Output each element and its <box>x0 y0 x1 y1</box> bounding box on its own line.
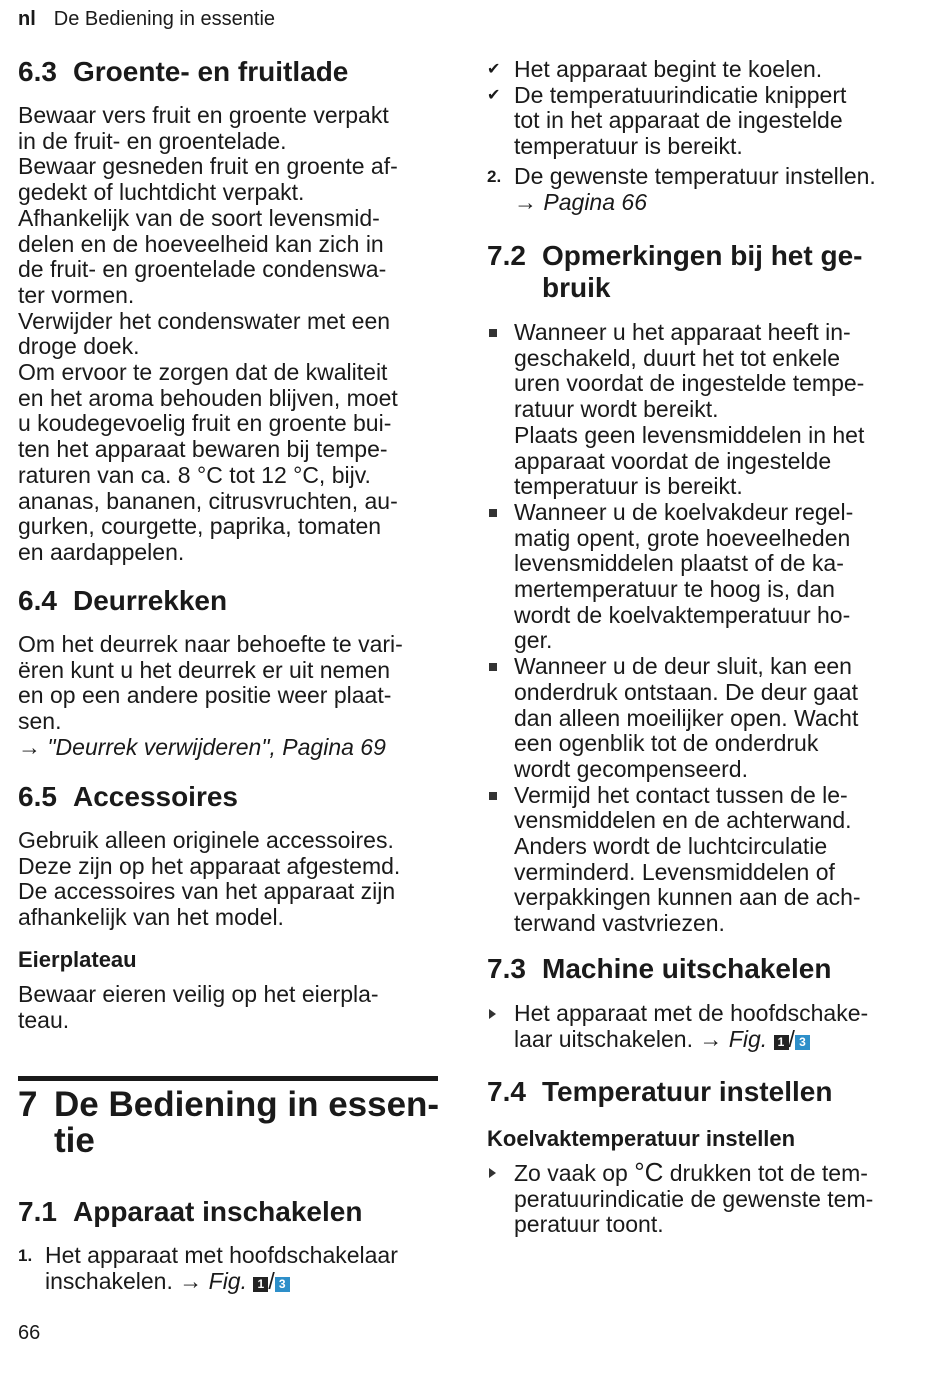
text-line: Bewaar eieren veilig op het eierpla- <box>18 981 379 1007</box>
text-line: verpakkingen kunnen aan de ach- <box>514 884 861 911</box>
text-line: peratuurindicatie de gewenste tem- <box>514 1185 874 1212</box>
text-line: sen. <box>18 708 62 735</box>
text-line: apparaat voordat de ingestelde <box>514 447 832 474</box>
text-line: en op een andere positie weer plaat- <box>18 682 392 709</box>
eierplateau-body <box>18 982 443 1033</box>
text-line: mertemperatuur te hoog is, dan <box>514 576 835 603</box>
step-2 <box>487 164 917 215</box>
text-line: en het aroma behouden blijven, moet <box>18 384 398 411</box>
figure-link[interactable]: Fig. <box>728 1025 768 1052</box>
list-item <box>487 654 917 783</box>
figure-link[interactable]: Fig. <box>208 1267 247 1294</box>
text-line: ananas, bananen, citrusvruchten, au- <box>18 487 398 514</box>
section-6-5-body <box>18 828 443 931</box>
figure-3-badge: 3 <box>275 1277 290 1292</box>
text-line: Het apparaat met hoofdschakelaar <box>45 1242 398 1268</box>
text-line: matig opent, grote hoeveelheden <box>514 524 851 551</box>
text-line: wordt gecompenseerd. <box>514 755 748 782</box>
text-line: u koudegevoelig fruit en groente bui- <box>18 410 392 437</box>
figure-1-badge: 1 <box>774 1035 789 1050</box>
text-line: ten het apparaat bewaren bij tempe- <box>18 436 388 463</box>
section-7-4-body <box>487 1157 917 1238</box>
text-line: Bewaar gesneden fruit en groente af- <box>18 153 398 180</box>
text-line: Afhankelijk van de soort levensmid- <box>18 204 380 231</box>
text-line: Verwijder het condenswater met een <box>18 307 391 334</box>
text-line: uren voordat de ingestelde tempe- <box>514 370 865 397</box>
language-code: nl <box>18 8 36 30</box>
text-line: Wanneer u de deur sluit, kan een <box>514 653 852 680</box>
step-1-results <box>487 57 917 160</box>
text-line: laar uitschakelen. → Fig. 1 / 3 <box>514 1027 917 1053</box>
check-icon: ✔ <box>487 86 501 104</box>
text-line: Om het deurrek naar behoefte te vari- <box>18 631 403 657</box>
text-line: droge doek. <box>18 333 140 360</box>
text-line: peratuur toont. <box>514 1211 664 1238</box>
text-line: een ogenblik tot de onderdruk <box>514 730 819 757</box>
text-line: geschakeld, duurt het tot enkele <box>514 344 841 371</box>
text-line: De temperatuurindicatie knippert <box>514 81 847 108</box>
figure-3-badge: 3 <box>795 1035 810 1050</box>
text-line: Plaats geen levensmiddelen in het <box>514 421 865 448</box>
list-item <box>487 320 917 500</box>
text-line: Zo vaak op °C drukken tot de tem- <box>514 1157 868 1187</box>
list-item <box>487 783 917 937</box>
text-line: vensmiddelen en de achterwand. <box>514 807 852 834</box>
text-line: tot in het apparaat de ingestelde <box>514 107 843 134</box>
section-6-3-body <box>18 103 443 566</box>
text-line: verminderd. Levensmiddelen of <box>514 858 835 885</box>
text-line: temperatuur is bereikt. <box>514 473 743 500</box>
celsius-button-symbol: °C <box>634 1157 664 1187</box>
text-line: Deze zijn op het apparaat afgestemd. <box>18 852 401 879</box>
text-line: Wanneer u de koelvakdeur regel- <box>514 498 854 525</box>
bullet-icon <box>489 792 497 800</box>
text-line: Wanneer u het apparaat heeft in- <box>514 319 851 345</box>
text-line: ter vormen. <box>18 281 135 308</box>
text-line: levensmiddelen plaatst of de ka- <box>514 550 844 577</box>
page-number: 66 <box>18 1322 41 1344</box>
section-7-3-heading: 7.3 Machine uitschakelen <box>487 953 832 984</box>
text-line: De accessoires van het apparaat zijn <box>18 878 396 905</box>
bullet-icon <box>489 329 497 337</box>
koelvak-subheading: Koelvaktemperatuur instellen <box>487 1126 796 1151</box>
text-line: ëren kunt u het deurrek er uit nemen <box>18 656 391 683</box>
text-line: onderdruk ontstaan. De deur gaat <box>514 678 858 705</box>
text-line: gedekt of luchtdicht verpakt. <box>18 179 305 206</box>
text-line: Vermijd het contact tussen de le- <box>514 781 848 808</box>
list-item <box>487 500 917 654</box>
text-line: afhankelijk van het model. <box>18 904 284 931</box>
text-line: ger. <box>514 627 553 654</box>
text-line: Gebruik alleen originele accessoires. <box>18 827 394 853</box>
step-number: 1. <box>18 1246 33 1265</box>
action-arrow-icon <box>489 1009 496 1019</box>
text-line: teau. <box>18 1006 70 1033</box>
bullet-icon <box>489 509 497 517</box>
chapter-rule <box>18 1076 438 1081</box>
action-arrow-icon <box>489 1168 496 1178</box>
text-line: inschakelen. → Fig. 1 / 3 <box>45 1269 443 1295</box>
section-6-4-body <box>18 632 443 761</box>
text-line: De gewenste temperatuur instellen. <box>514 163 876 189</box>
text-line: Het apparaat met de hoofdschake- <box>514 1000 869 1026</box>
text-line: Om ervoor te zorgen dat de kwaliteit <box>18 359 388 386</box>
text-line: terwand vastvriezen. <box>514 910 725 937</box>
section-7-2-heading: 7.2 Opmerkingen bij het ge- bruik <box>487 240 863 303</box>
running-header <box>18 8 275 31</box>
bullet-icon <box>489 663 497 671</box>
text-line: Anders wordt de luchtcirculatie <box>514 833 828 860</box>
text-line: temperatuur is bereikt. <box>514 133 743 160</box>
text-line: in de fruit- en groentelade. <box>18 127 287 154</box>
section-7-3-body <box>487 1001 917 1052</box>
step-1 <box>18 1243 443 1294</box>
section-6-3-heading: 6.3 Groente- en fruitlade <box>18 56 349 87</box>
eierplateau-subheading: Eierplateau <box>18 947 137 972</box>
text-line: delen en de hoeveelheid kan zich in <box>18 230 384 257</box>
text-line: dan alleen moeilijker open. Wacht <box>514 704 859 731</box>
section-6-4-heading: 6.4 Deurrekken <box>18 585 228 616</box>
text-line: gurken, courgette, paprika, tomaten <box>18 513 382 540</box>
text-line: de fruit- en groentelade condenswa- <box>18 256 387 283</box>
header-title: De Bediening in essentie <box>53 8 276 30</box>
text-line: wordt de koelvaktemperatuur ho- <box>514 601 851 628</box>
chapter-7-heading: 7 De Bediening in essen- tie <box>18 1085 440 1160</box>
section-7-2-list <box>487 320 917 937</box>
cross-reference-link[interactable]: → "Deurrek verwijderen", Pagina 69 <box>18 733 386 760</box>
text-line: ratuur wordt bereikt. <box>514 396 719 423</box>
section-7-1-heading: 7.1 Apparaat inschakelen <box>18 1196 363 1227</box>
text-line: Bewaar vers fruit en groente verpakt <box>18 102 389 128</box>
figure-1-badge: 1 <box>253 1277 268 1292</box>
text-line: raturen van ca. 8 °C tot 12 °C, bijv. <box>18 461 371 488</box>
section-6-5-heading: 6.5 Accessoires <box>18 781 239 812</box>
section-7-4-heading: 7.4 Temperatuur instellen <box>487 1076 833 1107</box>
page-link[interactable]: → Pagina 66 <box>514 188 647 215</box>
step-number: 2. <box>487 167 502 186</box>
text-line: en aardappelen. <box>18 538 185 565</box>
check-icon: ✔ <box>487 61 501 78</box>
text-line: Het apparaat begint te koelen. <box>514 56 823 82</box>
